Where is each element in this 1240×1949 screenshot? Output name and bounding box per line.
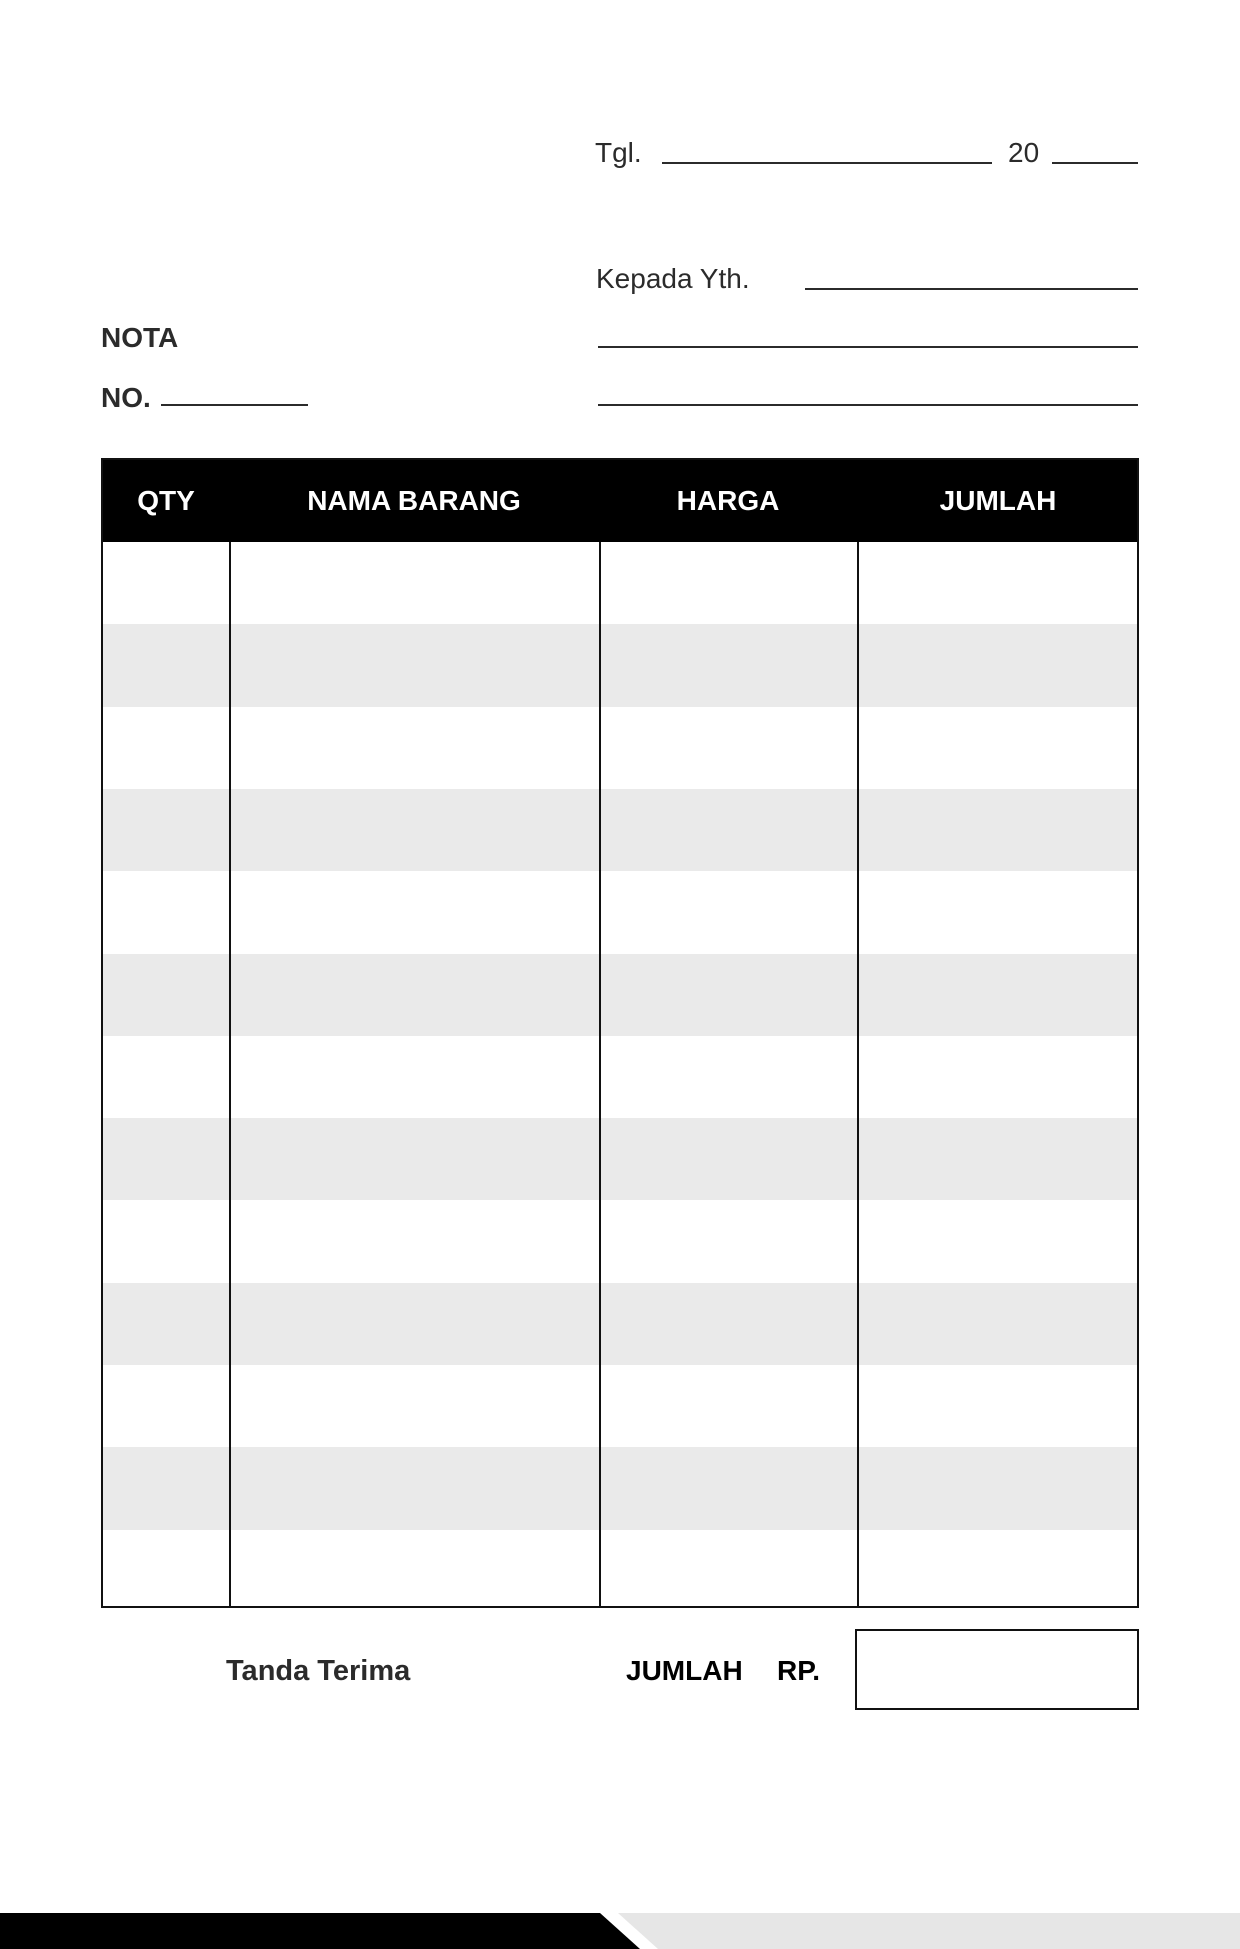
table-row[interactable] xyxy=(103,954,1137,1036)
column-divider xyxy=(229,542,231,1606)
total-label: JUMLAH xyxy=(626,1655,743,1686)
table-row[interactable] xyxy=(103,542,1137,624)
doc-title: NOTA xyxy=(101,322,179,353)
table-row[interactable] xyxy=(103,789,1137,871)
table-row[interactable] xyxy=(103,624,1137,706)
column-header-qty: QTY xyxy=(137,485,195,516)
date-field-line[interactable] xyxy=(662,162,992,164)
decorative-band-grey xyxy=(618,1913,1240,1949)
number-field-line[interactable] xyxy=(161,404,308,406)
table-row[interactable] xyxy=(103,1447,1137,1529)
recipient-label: Kepada Yth. xyxy=(596,263,750,294)
column-header-jumlah: JUMLAH xyxy=(939,485,1057,516)
table-header xyxy=(103,460,1137,542)
table-row[interactable] xyxy=(103,1365,1137,1447)
currency-label: RP. xyxy=(777,1655,821,1686)
table-row[interactable] xyxy=(103,707,1137,789)
column-header-harga: HARGA xyxy=(676,485,780,516)
table-row[interactable] xyxy=(103,1283,1137,1365)
table-body xyxy=(103,542,1137,1606)
recipient-field-line-2[interactable] xyxy=(598,346,1138,348)
date-label: Tgl. xyxy=(595,137,642,168)
column-divider xyxy=(857,542,859,1606)
items-table xyxy=(101,458,1139,1608)
table-row[interactable] xyxy=(103,1118,1137,1200)
receipt-label: Tanda Terima xyxy=(226,1655,411,1687)
recipient-field-line-3[interactable] xyxy=(598,404,1138,406)
decorative-band-black xyxy=(0,1913,640,1949)
year-field-line[interactable] xyxy=(1052,162,1138,164)
column-header-nama-barang: NAMA BARANG xyxy=(307,485,521,516)
column-divider xyxy=(599,542,601,1606)
table-row[interactable] xyxy=(103,1036,1137,1118)
recipient-field-line-1[interactable] xyxy=(805,288,1138,290)
number-label: NO. xyxy=(101,382,151,413)
year-prefix: 20 xyxy=(1008,137,1040,168)
table-row[interactable] xyxy=(103,1200,1137,1282)
table-row[interactable] xyxy=(103,871,1137,953)
table-row[interactable] xyxy=(103,1530,1137,1608)
total-amount-box[interactable] xyxy=(855,1629,1139,1710)
